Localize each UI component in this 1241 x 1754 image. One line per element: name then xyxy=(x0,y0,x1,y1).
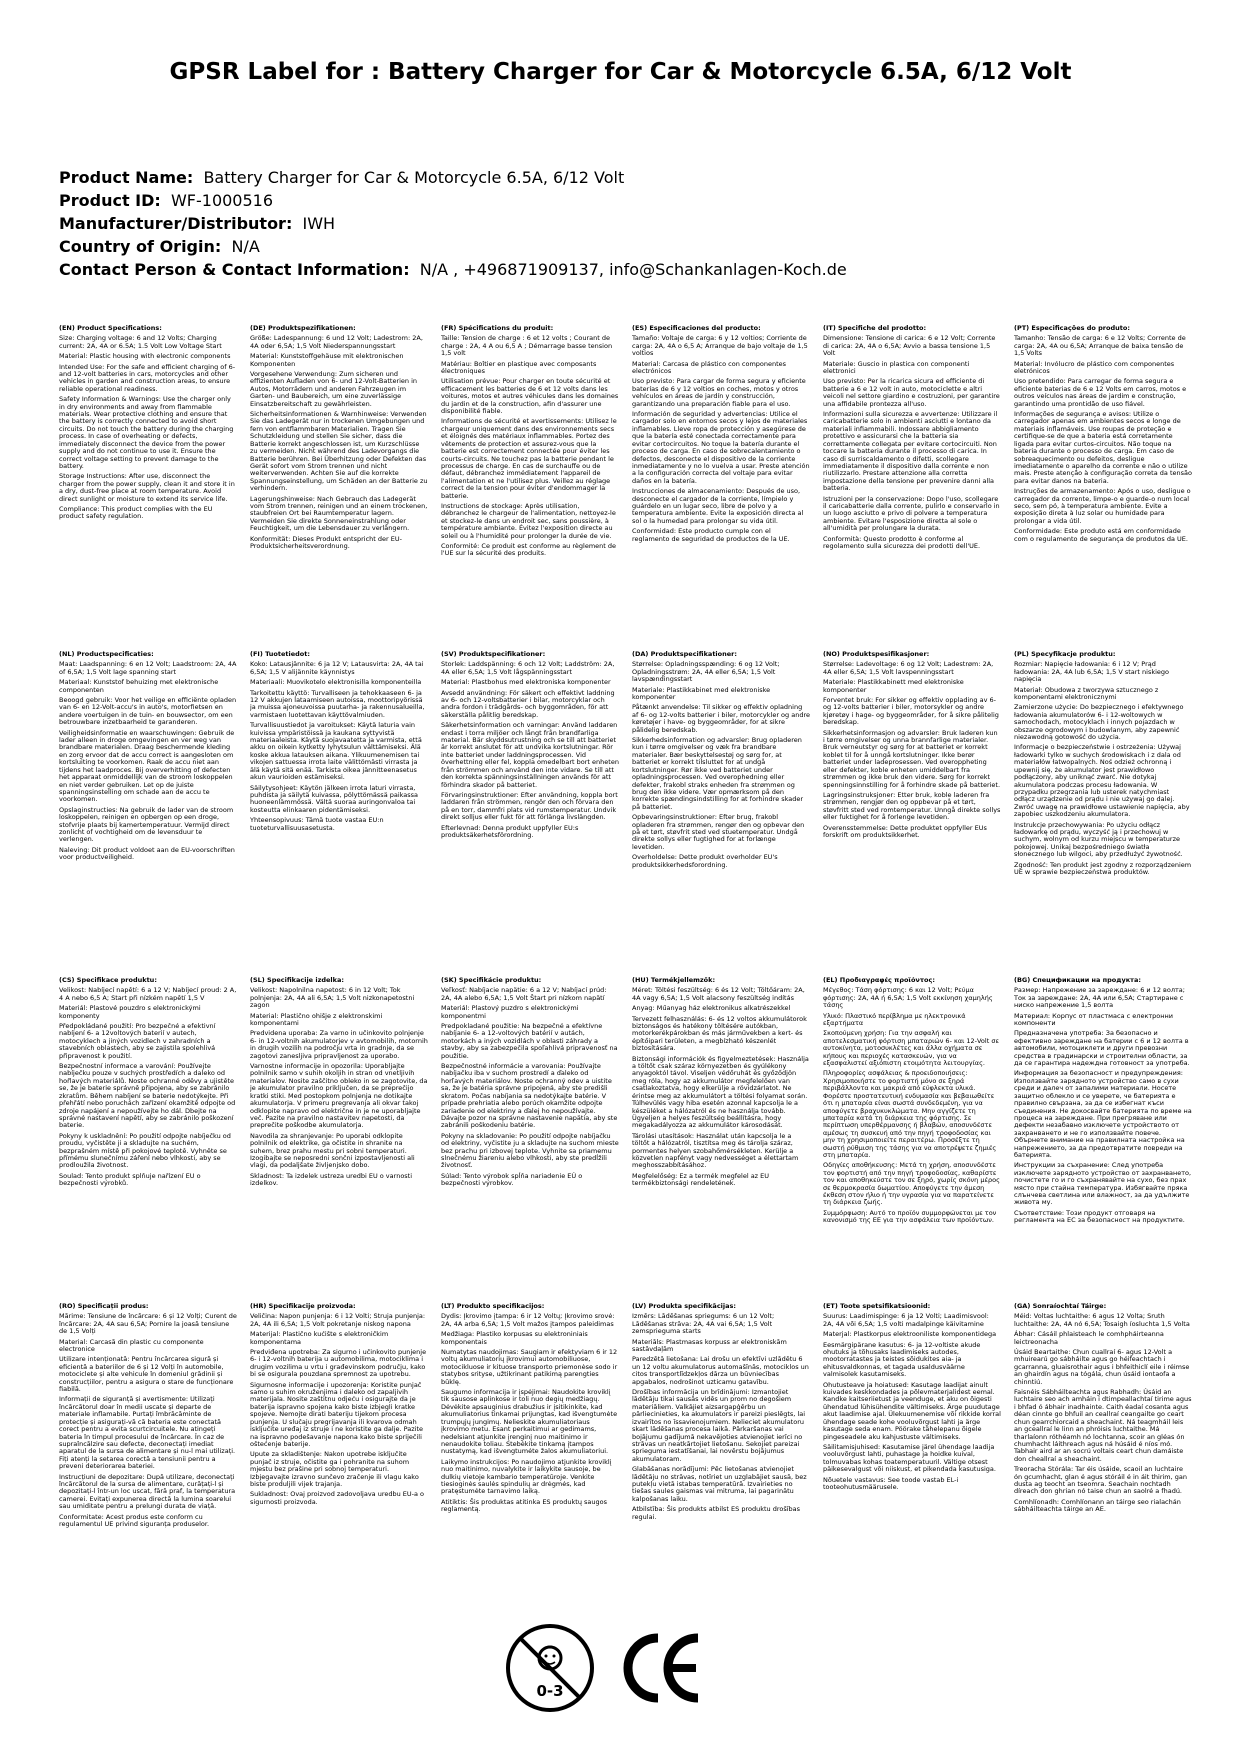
spec-paragraph: Storlek: Laddspänning: 6 och 12 Volt; Laddström: 2A, 4A eller 6,5A; 1,5 Volt lågspänningsstart xyxy=(441,660,615,676)
spec-paragraph: Avsedd användning: För säkert och effektivt laddning av 6- och 12-voltsbatterier i bilar, motorcyklar och andra fordon i trädgårds- och byggområden, för att säkerställa pålitlig beredskap. xyxy=(441,688,615,719)
spec-block-hu xyxy=(632,977,810,1272)
spec-paragraph: Súlad: Tento výrobok spĺňa nariadenie EÚ o bezpečnosti výrobkov. xyxy=(441,1171,583,1188)
compliance-symbols xyxy=(500,1618,720,1718)
spec-block-heading: (RO) Specificații produs: xyxy=(59,1303,149,1310)
spec-paragraph: Comhlíonadh: Comhlíonann an táirge seo rialachán sábháilteachta táirge an AE. xyxy=(1014,1497,1181,1514)
spec-paragraph: Materiaal: Kunststof behuizing met elektronische componenten xyxy=(59,678,219,694)
spec-block-hr xyxy=(250,1303,428,1598)
product-name-row xyxy=(59,166,847,189)
spec-paragraph: Predviđena upotreba: Za sigurno i učinkovito punjenje 6- i 12-voltnih baterija u automobilima, motociklima i drugim vozilima u vrtu i građevinskom području, kako bi se osigurala pouzdana spremnost za upotrebu. xyxy=(250,1348,427,1379)
spec-paragraph: Zamierzone użycie: Do bezpiecznego i efektywnego ładowania akumulatorów 6- i 12-woltowych w samochodach, motocyklach i innych pojazdach w obszarze ogrodowym i budowlanym, aby zapewnić niezawodną gotowość do użycia. xyxy=(1014,703,1184,742)
product-id-label: Product ID: xyxy=(59,191,161,210)
spec-block-cs xyxy=(59,977,237,1272)
manufacturer-row xyxy=(59,212,847,235)
spec-block-fr xyxy=(441,325,619,620)
spec-paragraph: Utilizare intenționată: Pentru încărcarea sigură și eficientă a bateriilor de 6 și 12 Volți în automobile, motociclete și alte vehicule în domeniul grădinii și construcțiilor, pentru a asigura o stare de funcționare fiabilă. xyxy=(59,1355,234,1394)
spec-paragraph: Material: Kunststoffgehäuse mit elektronischen Komponenten xyxy=(250,352,404,368)
spec-paragraph: Úsáid Beartaithe: Chun cuallraí 6- agus 12-Volt a mhuirearú go sábháilte agus go héifeachtach i gcarranna, gluaisrothair agus i bhfeithiclí eile i réimse an ghairdín agus na tógála, chun úsáid iontaofa a chinntiú. xyxy=(1014,1348,1190,1386)
spec-paragraph: Conformitate: Acest produs este conform cu regulamentul UE privind siguranța produselor. xyxy=(59,1512,210,1528)
spec-block-lt xyxy=(441,1303,619,1598)
spec-block-heading: (ET) Toote spetsifikatsioonid: xyxy=(823,1303,931,1310)
spec-paragraph: Zgodność: Ten produkt jest zgodny z rozporządzeniem UE w sprawie bezpieczeństwa produktów. xyxy=(1014,860,1192,876)
spec-paragraph: Tamaño: Voltaje de carga: 6 y 12 voltios; Corriente de carga: 2A, 4A o 6,5 A; Arranque de bajo voltaje de 1,5 voltios xyxy=(632,334,808,358)
spec-block-pl xyxy=(1014,651,1192,946)
spec-paragraph: Beoogd gebruik: Voor het veilige en efficiënte opladen van 6- en 12-Volt-accu's in auto's, motorfietsen en andere voertuigen in de tuin- en bouwsector, om een betrouwbare inzetbaarheid te garanderen. xyxy=(59,696,237,727)
spec-block-heading: (HU) Termékjellemzők: xyxy=(632,977,716,984)
product-name-value: Battery Charger for Car & Motorcycle 6.5A, 6/12 Volt xyxy=(203,168,625,187)
spec-block-sk xyxy=(441,977,619,1272)
contact-value: N/A , +496871909137, info@Schankanlagen-Koch.de xyxy=(419,260,847,279)
spec-paragraph: Vorgesehene Verwendung: Zum sicheren und effizienten Aufladen von 6- und 12-Volt-Batterien in Autos, Motorrädern und anderen Fahrzeugen im Garten- und Baubereich, um eine zuverlässige Einsatzbereitschaft zu gewährleisten. xyxy=(250,370,418,408)
spec-paragraph: Maat: Laadspanning: 6 en 12 Volt; Laadstroom: 2A, 4A of 6,5A; 1,5 Volt lage spanning start xyxy=(59,660,237,676)
spec-paragraph: Materiál: Plastový puzdro s elektronickými komponentmi xyxy=(441,1004,579,1020)
spec-paragraph: Predpokladané použitie: Na bezpečné a efektívne nabíjanie 6- a 12-voltových batérií v autách, motorkách a iných vozidlách v oblasti záhrady a stavby, aby sa zabezpečila spoľahlivá pripravenosť na použitie. xyxy=(441,1022,618,1060)
spec-paragraph: Sukladnost: Ovaj proizvod zadovoljava uredbu EU-a o sigurnosti proizvoda. xyxy=(250,1490,425,1506)
spec-block-heading: (FI) Tuotetiedot: xyxy=(250,651,310,658)
spec-paragraph: Material: Invólucro de plástico com componentes eletrónicos xyxy=(1014,359,1175,376)
spec-paragraph: Ábhar: Cásáil phlaisteach le comhpháirteanna leictreonacha xyxy=(1014,1330,1164,1346)
spec-paragraph: Koko: Latausjännite: 6 ja 12 V; Latausvirta: 2A, 4A tai 6,5A; 1,5 V alijännite käynnistys xyxy=(250,660,424,676)
spec-paragraph: Instrucciones de almacenamiento: Después de uso, desconecte el cargador de la corriente, límpielo y guárdelo en un lugar seco, libre de polvo y a temperatura ambiente. Evite la exposición directa al sol o la humedad para prolongar su vida útil. xyxy=(632,487,804,525)
spec-block-bg xyxy=(1014,977,1192,1272)
spec-paragraph: Drošības informācija un brīdinājumi: Izmantojiet lādētāju tikai sausās vidēs un prom no degošiem materiāliem. Valkājiet aizsargapģērbu un pārliecinieties, ka akumulators ir pareizi pieslēgts, lai izvairītos no īssavienojumiem. Nelieciet akumulatoru skart lādēšanas procesa laikā. Pārkaršanas vai bojājumu gadījumā nekavējoties atvienojiet ierīci no strāvas un neatkārtojiet lietošanu. Sekojiet pareizai sprieguma iestatīšanai, lai novērstu bojājumus akumulatoram. xyxy=(632,1388,806,1463)
spec-block-heading: (GA) Sonraíochtaí Táirge: xyxy=(1014,1303,1107,1310)
spec-block-heading: (LV) Produkta specifikācijas: xyxy=(632,1303,736,1310)
spec-paragraph: Påtænkt anvendelse: Til sikker og effektiv opladning af 6- og 12-volts batterier i biler, motorcykler og andre køretøjer i have- og byggeområder, for at sikre pålidelig beredskab. xyxy=(632,703,810,734)
country-of-origin-value: N/A xyxy=(231,237,260,256)
spec-paragraph: Compliance: This product complies with the EU product safety regulation. xyxy=(59,504,213,521)
spec-paragraph: Uso pretendido: Para carregar de forma segura e eficiente baterias de 6 e 12 Volts em carros, motos e outros veículos nas áreas de jardim e construção, garantindo uma prontidão de uso fiável. xyxy=(1014,377,1187,408)
spec-paragraph: Tarkoitettu käyttö: Turvalliseen ja tehokkaaseen 6- ja 12 V akkujen lataamiseen autoissa, moottoripyörissä ja muissa ajoneuvoissa puutarha- ja rakennusalueilla, varmistaen luotettavan käyttövalmiuden. xyxy=(250,688,425,719)
language-specifications-grid xyxy=(59,325,1199,1598)
spec-block-ro xyxy=(59,1303,237,1598)
spec-paragraph: Veiligheidsinformatie en waarschuwingen: Gebruik de lader alleen in droge omgevingen en ver weg van brandbare materialen. Draag beschermende kleding en zorg ervoor dat de accu correct is aangesloten om kortsluiting te voorkomen. Raak de accu niet aan tijdens het laadproces. Bij oververhitting of defecten het apparaat onmiddellijk van de stroom loskoppelen en niet verder gebruiken. Let op de juiste spanningsinstelling om schade aan de accu te voorkomen. xyxy=(59,728,235,804)
manufacturer-value: IWH xyxy=(302,214,336,233)
spec-block-de xyxy=(250,325,428,620)
spec-block-ga xyxy=(1014,1303,1192,1598)
spec-paragraph: Anyag: Műanyag ház elektronikus alkatrészekkel xyxy=(632,1004,791,1013)
spec-paragraph: Predvidena uporaba: Za varno in učinkovito polnjenje 6- in 12-voltnih akumulatorjev v avtomobilih, motornih in drugih vozilih na področju vrta in gradnje, da se zagotovi zanesljiva pripravljenost za uporabo. xyxy=(250,1029,428,1060)
spec-paragraph: Utilisation prévue: Pour charger en toute sécurité et efficacement les batteries de 6 et 12 volts dans les voitures, motos et autres véhicules dans les domaines du jardin et de la construction, afin d'assurer une disponibilité fiable. xyxy=(441,377,619,416)
spec-paragraph: Instrukcje przechowywania: Po użyciu odłącz ładowarkę od prądu, wyczyść ją i przechowuj w suchym, wolnym od kurzu miejscu w temperaturze pokojowej. Unikaj bezpośredniego światła słonecznego lub wilgoci, aby przedłużyć żywotność. xyxy=(1014,820,1183,859)
spec-paragraph: Safety Information & Warnings: Use the charger only in dry environments and away from flammable materials. Wear protective clothing and ensure that the battery is correctly connected to avoid short circuits. Do not touch the battery during the charging process. In case of overheating or defects, immediately disconnect the device from the power supply and do not continue to use it. Ensure the correct voltage setting to prevent damage to the battery. xyxy=(59,395,234,470)
spec-paragraph: Faisnéis Sábháilteachta agus Rabhadh: Úsáid an luchtaire seo ach amháin i dtimpeallachtaí tirime agus i bhfad ó ábhair inadhainte. Caith éadaí cosanta agus déan cinnte go bhfuil an ceallraí ceangailte go ceart chun gearrchiorcaid a sheachaint. Ná teagmháil leis an gceallraí le linn an phróisis luchtaithe. Má tharlaíonn róthéamh nó lochtanna, scoir an gléas ón chumhacht láithreach agus ná húsáid é níos mó. Tabhair aird ar an socrú voltais ceart chun damáiste don cheallraí a sheachaint. xyxy=(1014,1388,1192,1463)
spec-paragraph: Material: Carcasă din plastic cu componente electronice xyxy=(59,1337,204,1354)
spec-paragraph: Dydis: Įkrovimo įtampa: 6 ir 12 Voltų; Įkrovimo srovė: 2A, 4A arba 6,5A; 1,5 Volt mažos įtampos paleidimas xyxy=(441,1312,615,1328)
spec-paragraph: Konformität: Dieses Produkt entspricht der EU-Produktsicherheitsverordnung. xyxy=(250,534,402,550)
spec-paragraph: Uso previsto: Para cargar de forma segura y eficiente baterías de 6 y 12 voltios en coches, motos y otros vehículos en áreas de jardín y construcción, garantizando una preparación fiable para el uso. xyxy=(632,377,806,408)
spec-paragraph: Izmērs: Lādēšanas spriegums: 6 un 12 Volt; Lādēšanas strāva: 2A, 4A vai 6,5A; 1,5 Volt zemsprieguma starts xyxy=(632,1312,775,1336)
spec-block-heading: (DA) Produktspecifikationer: xyxy=(632,651,737,658)
spec-paragraph: Πληροφορίες ασφάλειας & προειδοποιήσεις: Χρησιμοποιήστε το φορτιστή μόνο σε ξηρά περιβάλλοντα και μακριά από εύφλεκτα υλικά. Φορέστε προστατευτική ενδυμασία και βεβαιωθείτε ότι η μπαταρία είναι σωστά συνδεδεμένη, για να αποφύγετε βραχυκυκλώματα. Μην αγγίζετε τη μπαταρία κατά τη διάρκεια της φόρτισης. Σε περίπτωση υπερθέρμανσης ή βλαβών, αποσυνδέστε αμέσως τη συσκευή από την πηγή τροφοδοσίας και μην τη χρησιμοποιείτε περαιτέρω. Προσέξτε τη σωστή ρύθμιση της τάσης για να αποτρέψετε ζημιές στη μπαταρία. xyxy=(823,1069,997,1159)
spec-paragraph: Säkerhetsinformation och varningar: Använd laddaren endast i torra miljöer och långt från brandfarliga material. Bär skyddsutrustning och se till att batteriet är korrekt anslutet för att undvika kortslutningar. Rör inte batteriet under laddningsprocessen. Vid överhettning eller fel, koppla omedelbart bort enheten från strömmen och använd den inte vidare. Se till att den korrekta spänningsinställningen används för att förhindra skador på batteriet. xyxy=(441,721,619,789)
spec-block-heading: (HR) Specifikacije proizvoda: xyxy=(250,1303,356,1310)
spec-block-pt xyxy=(1014,325,1192,620)
spec-block-heading: (SV) Produktspecifikationer: xyxy=(441,651,546,658)
spec-paragraph: Материал: Корпус от пластмаса с електронни компоненти xyxy=(1014,1011,1173,1028)
spec-paragraph: Glabāšanas norādījumi: Pēc lietošanas atvienojiet lādētāju no strāvas, notīriet un uzglabājiet sausā, bez putekļu vietā istabas temperatūrā. Izvairieties no tiešas saules gaismas vai mitruma, lai pagarinātu kalpošanas laiku. xyxy=(632,1465,807,1503)
spec-block-heading: (IT) Specifiche del prodotto: xyxy=(823,325,927,332)
country-of-origin-row xyxy=(59,235,847,258)
spec-block-es xyxy=(632,325,810,620)
spec-paragraph: Intended Use: For the safe and efficient charging of 6- and 12-volt batteries in cars, motorcycles and other vehicles in garden and construction areas, to ensure reliable operational readiness. xyxy=(59,362,236,393)
spec-paragraph: Οδηγίες αποθήκευσης: Μετά τη χρήση, αποσυνδέστε τον φορτιστή από την πηγή τροφοδοσίας, καθαρίστε τον και αποθηκεύστε τον σε ξηρό, χωρίς σκόνη μέρος σε θερμοκρασία δωματίου. Αποφύγετε την άμεση έκθεση στον ήλιο ή την υγρασία για να παρατείνετε τη διάρκεια ζωής. xyxy=(823,1161,1000,1207)
spec-paragraph: Opslaginstructies: Na gebruik de lader van de stroom loskoppelen, reinigen en opbergen op een droge, stofvrije plaats bij kamertemperatuur. Vermijd direct zonlicht of vochtigheid om de levensduur te verlengen. xyxy=(59,805,234,844)
spec-paragraph: Eesmärgipärane kasutus: 6- ja 12-voltiste akude ohutuks ja tõhusaks laadimiseks autodes, mootorratastes ja teistes sõidukites aia- ja ehitusvaldkonnas, et tagada usaldusväärne valmisolek kasutamiseks. xyxy=(823,1340,981,1379)
spec-block-sl xyxy=(250,977,428,1272)
spec-block-da xyxy=(632,651,810,946)
product-info xyxy=(59,166,847,281)
spec-paragraph: Informações de segurança e avisos: Utilize o carregador apenas em ambientes secos e longe de materiais inflamáveis. Use roupas de proteção e certifique-se de que a bateria está corretamente ligada para evitar curtos-circuitos. Não toque na bateria durante o processo de carga. Em caso de sobreaquecimento ou defeitos, desligue imediatamente o aparelho da corrente e não o utilize mais. Preste atenção à configuração correta da tensão para evitar danos na bateria. xyxy=(1014,410,1192,485)
spec-paragraph: Säilytysohjeet: Käytön jälkeen irrota laturi virrasta, puhdista ja säilytä kuivassa, pölyttömässä paikassa huoneenlämmössä. Vältä suoraa auringonvaloa tai kosteutta elinkaaren pidentämiseksi. xyxy=(250,783,419,814)
spec-paragraph: Veličina: Napon punjenja: 6 i 12 Volti; Struja punjenja: 2A, 4A ili 6,5A; 1,5 Volt pokretanje niskog napona xyxy=(250,1312,426,1328)
spec-paragraph: Skladnost: Ta izdelek ustreza uredbi EU o varnosti izdelkov. xyxy=(250,1171,413,1188)
spec-paragraph: Conformidade: Este produto está em conformidade com o regulamento de segurança de produtos da UE. xyxy=(1014,527,1188,543)
spec-paragraph: Méid: Voltas luchtaithe: 6 agus 12 Volta; Sruth luchtaithe: 2A, 4A nó 6,5A; Tosaigh íosluchta 1,5 Volta xyxy=(1014,1312,1190,1328)
spec-paragraph: Informazioni sulla sicurezza e avvertenze: Utilizzare il caricabatterie solo in ambienti asciutti e lontano da materiali infiammabili. Indossare abbigliamento protettivo e assicurarsi che la batteria sia correttamente collegata per evitare cortocircuiti. Non toccare la batteria durante il processo di carica. In caso di surriscaldamento o difetti, scollegare immediatamente il dispositivo dalla corrente e non riutilizzarlo. Prestare attenzione alla corretta impostazione della tensione per prevenire danni alla batteria. xyxy=(823,410,998,493)
spec-paragraph: Предназначена употреба: За безопасно и ефективно зареждане на батерии с 6 и 12 волта в автомобили, мотоциклети и други превозни средства в градинарски и строителни области, за да се гарантира надеждна готовност за употреба. xyxy=(1014,1029,1190,1068)
spec-paragraph: Förvaringsinstruktioner: Efter användning, koppla bort laddaren från strömmen, rengör den och förvara den på en torr, dammfri plats vid rumstemperatur. Undvik direkt solljus eller fukt för att förlänga livslängden. xyxy=(441,790,618,822)
spec-block-sv xyxy=(441,651,619,946)
spec-block-heading: (FR) Spécifications du produit: xyxy=(441,325,554,332)
contact-row xyxy=(59,258,847,281)
spec-paragraph: Opbevaringsinstruktioner: Efter brug, frakobl opladeren fra strømmen, rengør den og opbevar den på et tørt, støvfrit sted ved stuetemperatur. Undgå direkte sollys eller fugtighed for at forlænge levetiden. xyxy=(632,813,805,851)
spec-paragraph: Sicherheitsinformationen & Warnhinweise: Verwenden Sie das Ladegerät nur in trockenen Umgebungen und fern von entflammbaren Materialien. Tragen Sie Schutzkleidung und stellen Sie sicher, dass die Batterie korrekt angeschlossen ist, um Kurzschlüsse zu vermeiden. Nicht während des Ladevorgangs die Batterie berühren. Bei Überhitzung oder Defekten das Gerät sofort vom Strom trennen und nicht weiterverwenden. Achten Sie auf die korrekte Spannungseinstellung, um Schäden an der Batterie zu verhindern. xyxy=(250,410,428,493)
spec-block-en xyxy=(59,325,237,620)
spec-paragraph: Lagerungshinweise: Nach Gebrauch das Ladegerät vom Strom trennen, reinigen und an einem trockenen, staubfreien Ort bei Raumtemperatur lagern. Vermeiden Sie direkte Sonneneinstrahlung oder Feuchtigkeit, um die Lebensdauer zu verlängern. xyxy=(250,494,428,533)
spec-paragraph: Předpokládané použití: Pro bezpečné a efektivní nabíjení 6- a 12voltových baterií v autech, motocyklech a jiných vozidlech v zahradních a stavebních oblastech, aby se zajistila spolehlivá připravenost k použití. xyxy=(59,1022,216,1060)
ce-mark-icon xyxy=(628,1638,698,1698)
spec-paragraph: Size: Charging voltage: 6 and 12 Volts; Charging current: 2A, 4A or 6.5A; 1.5 Volt Low Voltage Start xyxy=(59,334,222,350)
spec-paragraph: Biztonsági információk és figyelmeztetések: Használja a töltőt csak száraz környezetben és gyúlékony anyagoktól távol. Viseljen védőruhát és győződjön meg róla, hogy az akkumulátor megfelelően van csatlakoztatva, hogy elkerülje a rövidzárlatot. Ne érintse meg az akkumulátort a töltési folyamat során. Túlhevülés vagy hiba esetén azonnal kapcsolja le a készüléket a hálózatról és ne használja tovább. Ügyeljen a helyes feszültség beállításra, hogy megakadályozza az akkumulátor károsodását. xyxy=(632,1054,809,1130)
spec-paragraph: Suurus: Laadimispinge: 6 ja 12 Volti; Laadimisvool: 2A, 4A või 6,5A; 1,5 volti madalpinge käivitamine xyxy=(823,1312,989,1328)
spec-paragraph: Velikost: Napolnilna napetost: 6 in 12 Volt; Tok polnjenja: 2A, 4A ali 6,5A; 1,5 Volt nizkonapetostni zagon xyxy=(250,986,415,1010)
spec-paragraph: Pokyny k uskladnění: Po použití odpojte nabíječku od proudu, vyčistěte ji a skladujte na suchém, bezprašném místě při pokojové teplotě. Vyhněte se přímému slunečnímu záření nebo vlhkosti, aby se prodloužila životnost. xyxy=(59,1131,231,1170)
spec-paragraph: Säilitamisjuhised: Kasutamise järel ühendage laadija vooluvõrgust lahti, puhastage ja hoidke kuival, tolmuvabas kohas toatemperatuuril. Vältige otsest päikesevalgust või niiskust, et pikendada kasutusiga. xyxy=(823,1442,996,1474)
spec-paragraph: Matériau: Boîtier en plastique avec composants électroniques xyxy=(441,359,597,376)
spec-paragraph: Materiāls: Plastmasas korpuss ar elektroniskām sastāvdaļām xyxy=(632,1337,787,1354)
spec-block-et xyxy=(823,1303,1001,1598)
spec-paragraph: Materiał: Obudowa z tworzywa sztucznego z komponentami elektronicznymi xyxy=(1014,685,1159,702)
product-id-row xyxy=(59,189,847,212)
spec-paragraph: Istruzioni per la conservazione: Dopo l'uso, scollegare il caricabatterie dalla corrente, pulirlo e conservarlo in un luogo asciutto e privo di polvere a temperatura ambiente. Evitare l'esposizione diretta al sole o all'umidità per prolungare la durata. xyxy=(823,494,1000,533)
spec-block-fi xyxy=(250,651,428,946)
spec-paragraph: Forventet bruk: For sikker og effektiv opplading av 6- og 12-volts batterier i biler, motorsykler og andre kjøretøy i hage- og byggeområder, for å sikre pålitelig beredskap. xyxy=(823,696,999,727)
spec-paragraph: Méret: Töltési feszültség: 6 és 12 Volt; Töltőáram: 2A, 4A vagy 6,5A; 1,5 Volt alacsony feszültség indítás xyxy=(632,986,805,1002)
spec-paragraph: Nõuetele vastavus: See toode vastab EL-i tooteohutusmäärusele. xyxy=(823,1475,959,1491)
spec-paragraph: Größe: Ladespannung: 6 und 12 Volt; Ladestrom: 2A, 4A oder 6,5A; 1,5 Volt Niederspannungsstart xyxy=(250,334,423,350)
spec-paragraph: Información de seguridad y advertencias: Utilice el cargador solo en entornos secos y lejos de materiales inflamables. Lleve ropa de protección y asegúrese de que la batería esté conectada correctamente para evitar cortocircuitos. No toque la batería durante el proceso de carga. En caso de sobrecalentamiento o defectos, desconecte el dispositivo de la corriente inmediatamente y no lo vuelva a usar. Preste atención a la configuración correcta del voltaje para evitar daños en la batería. xyxy=(632,410,810,485)
country-of-origin-label: Country of Origin: xyxy=(59,237,222,256)
spec-paragraph: Storage Instructions: After use, disconnect the charger from the power supply, clean it and store it in a dry, dust-free place at room temperature. Avoid direct sunlight or moisture to extend its service life. xyxy=(59,472,235,503)
spec-paragraph: Uso previsto: Per la ricarica sicura ed efficiente di batterie a 6 e 12 volt in auto, motociclette e altri veicoli nel settore giardino e costruzioni, per garantire una affidabile prontezza all'uso. xyxy=(823,377,1000,408)
spec-paragraph: Varnostne informacije in opozorila: Uporabljajte polnilnik samo v suhih okoljih in stran od vnetljivih materialov. Nosite zaščitno obleko in se zagotovite, da je akumulator pravilno priključen, da se preprečijo kratki stiki. Med postopkom polnjenja ne dotikajte akumulatorja. V primeru pregrevanja ali okvar takoj odklopite napravo od električne in je ne uporabljajte več. Pazite na pravilno nastavitev napetosti, da preprečite poškodbe akumulatorja. xyxy=(250,1062,428,1130)
contact-label: Contact Person & Contact Information: xyxy=(59,260,410,279)
spec-paragraph: Størrelse: Ladevoltage: 6 og 12 Volt; Ladestrøm: 2A, 4A eller 6,5A; 1,5 Volt lavspenningsstart xyxy=(823,660,994,676)
product-id-value: WF-1000516 xyxy=(170,191,274,210)
spec-paragraph: Yhteensopivuus: Tämä tuote vastaa EU:n tuoteturvallisuusasetusta. xyxy=(250,816,384,832)
spec-paragraph: Material: Plastbohus med elektroniska komponenter xyxy=(441,678,611,687)
spec-paragraph: Materjal: Plastkorpus elektrooniliste komponentidega xyxy=(823,1330,997,1339)
spec-paragraph: Instrucțiuni de depozitare: După utilizare, deconectați încărcătorul de la sursa de alimentare, curățați-l și depozitați-l într-un loc uscat, fără praf, la temperatura camerei. Evitați expunerea directă la lumina soarelui sau umiditate pentru a prelungi durata de viață. xyxy=(59,1472,236,1511)
spec-paragraph: Atitiktis: Šis produktas atitinka ES produktų saugos reglamentą. xyxy=(441,1497,607,1514)
spec-paragraph: Material: Plastic housing with electronic components xyxy=(59,352,231,361)
spec-block-heading: (BG) Спецификации на продукта: xyxy=(1014,977,1141,984)
spec-paragraph: Saugumo informacija ir įspėjimai: Naudokite kroviklį tik sausose aplinkose ir toli nuo degių medžiagų. Dėvėkite apsauginius drabužius ir įsitikinkite, kad akumuliatorius tinkamai prijungtas, kad išvengtumėte trumpųjų jungimų. Nelieskite akumuliatoriaus įkrovimo metu. Esant perkaitimui ar gedimams, nedelsiant atjunkite įrenginį nuo maitinimo ir nenaudokite toliau. Stebėkite tinkamą įtampos nustatymą, kad išvengtumėte žalos akumuliatoriui. xyxy=(441,1388,618,1456)
spec-paragraph: Conformité: Ce produit est conforme au règlement de l'UE sur la sécurité des produits. xyxy=(441,541,617,558)
spec-paragraph: Ohutusteave ja hoiatused: Kasutage laadijat ainult kuivades keskkondades ja põlevmaterjalidest eemal. Kandke kaitseriietust ja veenduge, et aku on õigesti ühendatud lühisühendite vältimiseks. Ärge puudutage akut laadimise ajal. Ülekuumenemise või rikkide korral ühendage seade kohe vooluvõrgust lahti ja ärge kasutage seda enam. Pöörake tähelepanu õigele pingeseadele aku kahjustuste vältimiseks. xyxy=(823,1380,1001,1441)
spec-paragraph: Conformità: Questo prodotto è conforme al regolamento sulla sicurezza dei prodotti dell'UE. xyxy=(823,534,981,550)
spec-paragraph: Rozmiar: Napięcie ładowania: 6 i 12 V; Prąd ładowania: 2A, 4A lub 6,5A; 1,5 V start niskiego napięcia xyxy=(1014,660,1170,684)
spec-paragraph: Materiaali: Muovikotelo elektronisilla komponenteilla xyxy=(250,678,422,687)
spec-paragraph: Turvallisuustiedot ja varoitukset: Käytä laturia vain kuivissa ympäristöissä ja kaukana syttyvistä materiaaleista. Käytä suojavaatetta ja varmista, että akku on oikein kytketty lyhytsulun välttämiseksi. Älä koske akkua latauksen aikana. Ylikuumenemisen tai vikojen sattuessa irrota laite välittömästi virrasta ja älä käytä sitä enää. Tarkista oikea jännitteenasetus akun vaurioiden estämiseksi. xyxy=(250,721,422,782)
spec-block-heading: (DE) Produktspezifikationen: xyxy=(250,325,356,332)
spec-paragraph: Sigurnosne informacije i upozorenja: Koristite punjač samo u suhim okruženjima i daleko od zapaljivih materijala. Nosite zaštitnu odjeću i osigurajte da je baterija ispravno spojena kako biste izbjegli kratke spojeve. Nemojte dirati bateriju tijekom procesa punjenja. U slučaju pregrijavanja ili kvarova odmah isključite uređaj iz struje i ne koristite ga dalje. Pazite na ispravno podešavanje napona kako biste spriječili oštećenje baterije. xyxy=(250,1380,423,1448)
spec-paragraph: Velikost: Nabíjecí napětí: 6 a 12 V; Nabíjecí proud: 2 A, 4 A nebo 6,5 A; Start při nízkém napětí 1,5 V xyxy=(59,986,237,1002)
spec-paragraph: Instructions de stockage: Après utilisation, débranchez le chargeur de l'alimentation, nettoyez-le et stockez-le dans un endroit sec, sans poussière, à température ambiante. Évitez l'exposition directe au soleil ou à l'humidité pour prolonger la durée de vie. xyxy=(441,501,616,540)
spec-block-heading: (PT) Especificações do produto: xyxy=(1014,325,1130,332)
age-warning-label: 0-3 xyxy=(536,1682,564,1700)
spec-paragraph: Soulad: Tento produkt splňuje nařízení EU o bezpečnosti výrobků. xyxy=(59,1171,201,1188)
spec-paragraph: Informații de siguranță și avertismente: Utilizați încărcătorul doar în medii uscate și departe de materiale inflamabile. Purtați îmbrăcăminte de protecție și asigurați-vă că bateria este conectată corect pentru a evita scurtcircuitele. Nu atingeți bateria în timpul procesului de încărcare. În caz de supraîncălzire sau defecte, deconectați imediat aparatul de la sursa de alimentare și nu-l mai utilizați. Fiți atenți la setarea corectă a tensiunii pentru a preveni deteriorarea bateriei. xyxy=(59,1395,236,1471)
spec-paragraph: Tervezett felhasználás: 6- és 12 voltos akkumulátorok biztonságos és hatékony töltésére autókban, motorkerékpárokban és más járművekben a kert- és építőipari területen, a megbízható készenlét biztosítására. xyxy=(632,1014,807,1053)
spec-block-heading: (SL) Specifikacije izdelka: xyxy=(250,977,344,984)
spec-paragraph: Информация за безопасност и предупреждения: Използвайте зарядното устройство само в сухи среди и далеч от запалими материали. Носете защитно облекло и се уверете, че батерията е правилно свързана, за да се избегнат къси съединения. Не докосвайте батерията по време на процеса на зареждане. При прегряване или дефекти незабавно изключете устройството от захранването и не го използвайте повече. Обърнете внимание на правилната настройка на напрежението, за да предотвратите повреди на батерията. xyxy=(1014,1069,1192,1159)
page-title: GPSR Label for : Battery Charger for Car & Motorcycle 6.5A, 6/12 Volt xyxy=(169,59,1072,85)
spec-paragraph: Mărime: Tensiune de încărcare: 6 și 12 Volți; Curent de încărcare: 2A, 4A sau 6,5A; Pornire la joasă tensiune de 1,5 Volți xyxy=(59,1312,237,1336)
spec-paragraph: Instruções de armazenamento: Após o uso, desligue o carregador da corrente, limpe-o e guarde-o num local seco, sem pó, à temperatura ambiente. Evite a exposição direta à luz solar ou humidade para prolongar a vida útil. xyxy=(1014,487,1191,525)
spec-block-it xyxy=(823,325,1001,620)
spec-block-heading: (NL) Productspecificaties: xyxy=(59,651,154,658)
spec-paragraph: Informacje o bezpieczeństwie i ostrzeżenia: Używaj ładowarki tylko w suchych środowiskach i z dala od materiałów łatwopalnych. Noś odzież ochronną i upewnij się, że akumulator jest prawidłowo podłączony, aby uniknąć zwarć. Nie dotykaj akumulatora podczas procesu ładowania. W przypadku przegrzania lub usterek natychmiast odłącz urządzenie od prądu i nie używaj go dalej. Zwróć uwagę na prawidłowe ustawienie napięcia, aby zapobiec uszkodzeniu akumulatora. xyxy=(1014,743,1190,819)
spec-paragraph: Upute za skladištenje: Nakon upotrebe isključite punjač iz struje, očistite ga i pohranite na suhom mjestu bez prašine pri sobnoj temperaturi. Izbjegavajte izravno sunčevo zračenje ili vlagu kako biste produljili vijek trajanja. xyxy=(250,1450,419,1488)
manufacturer-label: Manufacturer/Distributor: xyxy=(59,214,293,233)
not-for-children-0-3-icon xyxy=(508,1626,592,1710)
spec-paragraph: Størrelse: Opladningsspænding: 6 og 12 Volt; Opladningsstrøm: 2A, 4A eller 6,5A; 1,5 Volt lavspændingsstart xyxy=(632,660,780,684)
spec-paragraph: Conformidad: Este producto cumple con el reglamento de seguridad de productos de la UE. xyxy=(632,527,790,543)
spec-paragraph: Overholdelse: Dette produkt overholder EU's produktsikkerhedsforordning. xyxy=(632,853,778,869)
spec-block-heading: (EN) Product Specifications: xyxy=(59,325,162,332)
spec-paragraph: Treoracha Stórála: Tar éis úsáide, scaoil an luchtaire ón gcumhacht, glan é agus stóráil é in áit thirim, gan dusta ag teocht an tseomra. Seachain nochtadh díreach don ghrian nó taise chun an saolré a fhadú. xyxy=(1014,1465,1187,1496)
spec-paragraph: Sikkerhedsinformation og advarsler: Brug opladeren kun i tørre omgivelser og væk fra brandbare materialer. Bær beskyttelsestøj og sørg for, at batteriet er korrekt tilsluttet for at undgå kortslutninger. Rør ikke ved batteriet under opladningsprocessen. Ved overophedning eller defekter, frakobl straks enheden fra strømmen og brug den ikke videre. Vær opmærksom på den korrekte spændingsindstilling for at forhindre skader på batteriet. xyxy=(632,736,804,811)
spec-block-heading: (SK) Špecifikácie produktu: xyxy=(441,977,542,984)
spec-paragraph: Taille: Tension de charge : 6 et 12 volts ; Courant de charge : 2A, 4 A ou 6,5 A ; Démarrage basse tension 1,5 volt xyxy=(441,334,613,358)
spec-paragraph: Pokyny na skladovanie: Po použití odpojte nabíjačku od elektriny, vyčistite ju a skladujte na suchom mieste bez prachu pri izbovej teplote. Vyhnite sa priamemu slnečnému žiareniu alebo vlhkosti, aby ste predĺžili životnosť. xyxy=(441,1131,619,1170)
spec-block-el xyxy=(823,977,1001,1272)
spec-block-heading: (LT) Produkto specifikacijos: xyxy=(441,1303,545,1310)
spec-block-nl xyxy=(59,651,237,946)
spec-paragraph: Σκοπούμενη χρήση: Για την ασφαλή και αποτελεσματική φόρτιση μπαταριών 6- και 12-Volt σε αυτοκίνητα, μοτοσυκλέτες και άλλα οχήματα σε κήπους και περιοχές κατασκευών, για να εξασφαλιστεί αξιόπιστη ετοιμότητα λειτουργίας. xyxy=(823,1029,999,1068)
spec-paragraph: Materiál: Plastové pouzdro s elektronickými komponenty xyxy=(59,1004,201,1020)
spec-paragraph: Dimensione: Tensione di carica: 6 e 12 Volt; Corrente di carica: 2A, 4A o 6,5A; Avvio a bassa tensione 1,5 Volt xyxy=(823,334,996,358)
spec-paragraph: Materijal: Plastično kućište s elektroničkim komponentama xyxy=(250,1330,389,1346)
spec-paragraph: Overensstemmelse: Dette produktet oppfyller EUs forskrift om produktsikkerhet. xyxy=(823,823,987,839)
spec-paragraph: Lagringsinstruksjoner: Etter bruk, koble laderen fra strømmen, rengjør den og oppbevar på et tørt, støvfritt sted ved romtemperatur. Unngå direkte sollys eller fuktighet for å forlenge levetiden. xyxy=(823,790,1001,822)
spec-paragraph: Tamanho: Tensão de carga: 6 e 12 Volts; Corrente de carga: 2A, 4A ou 6,5A; Arranque de baixa tensão de 1,5 Volts xyxy=(1014,334,1186,358)
spec-paragraph: Υλικό: Πλαστικό περίβλημα με ηλεκτρονικά εξαρτήματα xyxy=(823,1011,966,1028)
spec-block-lv xyxy=(632,1303,810,1598)
spec-paragraph: Navodila za shranjevanje: Po uporabi odklopite polnilnik od elektrike, ga očistite in shranite na suhem, brez prahu mestu pri sobni temperaturi. Izogibajte se neposredni sončni izpostavljenosti ali vlagi, da podaljšate življenjsko dobo. xyxy=(250,1131,415,1170)
spec-paragraph: Paredzētā lietošana: Lai drošu un efektīvi uzlādētu 6 un 12 voltu akumulatorus automašīnās, motociklos un citos transportlīdzekļos dārza un būvniecības apgabalos, nodrošinot uzticamu gatavību. xyxy=(632,1355,809,1386)
spec-paragraph: Atbilstība: Šis produkts atbilst ES produktu drošības regulai. xyxy=(632,1505,801,1521)
spec-paragraph: Naleving: Dit product voldoet aan de EU-voorschriften voor productveiligheid. xyxy=(59,845,235,862)
spec-paragraph: Размер: Напрежение за зареждане: 6 и 12 волта; Ток за зареждане: 2A, 4A или 6,5A; Стартиране с ниско напрежение 1,5 волта xyxy=(1014,986,1185,1010)
spec-paragraph: Sikkerhetsinformasjon og advarsler: Bruk laderen kun i tørre omgivelser og unna brannfarlige materialer. Bruk verneutstyr og sørg for at batteriet er korrekt koblet til for å unngå kortslutninger. Ikke berør batteriet under ladeprosessen. Ved overoppheting eller defekter, koble enheten umiddelbart fra strømmen og ikke bruk den videre. Sørg for korrekt spenningsinnstilling for å forhindre skade på batteriet. xyxy=(823,728,1001,789)
spec-paragraph: Materiale: Plastikkabinet med elektroniske komponenter xyxy=(632,685,771,702)
spec-block-heading: (PL) Specyfikacje produktu: xyxy=(1014,651,1116,658)
spec-paragraph: Tárolási utasítások: Használat után kapcsolja le a töltőt a hálózatról, tisztítsa meg és tárolja száraz, pormentes helyen szobahőmérsékleten. Kerülje a közvetlen napfényt vagy nedvességet a élettartam meghosszabbításához. xyxy=(632,1131,799,1170)
product-name-label: Product Name: xyxy=(59,168,194,187)
spec-paragraph: Material: Carcasa de plástico con componentes electrónicos xyxy=(632,359,787,376)
spec-paragraph: Съответствие: Този продукт отговаря на регламента на ЕС за безопасност на продуктите. xyxy=(1014,1208,1185,1225)
spec-block-heading: (NO) Produktspesifikasjoner: xyxy=(823,651,930,658)
spec-paragraph: Bezpečnostné informácie a varovania: Používajte nabíjačku iba v suchom prostredí a ďaleko od horľavých materiálov. Noste ochranný odev a uistite sa, že je batéria správne pripojená, aby ste predišli skratom. Počas nabíjania sa nedotýkajte batérie. V prípade prehriatia alebo porúch okamžite odpojte zariadenie od elektriny a ďalej ho nepoužívajte. Dávajte pozor na správne nastavenie napätia, aby ste zabránili poškodeniu batérie. xyxy=(441,1062,618,1130)
spec-paragraph: Material: Plastično ohišje z elektronskimi komponentami xyxy=(250,1011,383,1028)
spec-block-heading: (ES) Especificaciones del producto: xyxy=(632,325,761,332)
spec-paragraph: Efterlevnad: Denna produkt uppfyller EU:s produktsäkerhetsförordning. xyxy=(441,823,579,839)
spec-block-no xyxy=(823,651,1001,946)
spec-block-heading: (EL) Προδιαγραφές προϊόντος: xyxy=(823,977,935,984)
spec-paragraph: Medžiaga: Plastiko korpusas su elektroniniais komponentais xyxy=(441,1330,588,1346)
spec-paragraph: Laikymo instrukcijos: Po naudojimo atjunkite kroviklį nuo maitinimo, nuvalykite ir laikykite sausoje, be dulkių vietoje kambario temperatūroje. Venkite tiesioginės saulės spindulių ar drėgmės, kad pratęstumėte tarnavimo laiką. xyxy=(441,1457,612,1496)
spec-paragraph: Συμμόρφωση: Αυτό το προϊόν συμμορφώνεται με τον κανονισμό της ΕΕ για την ασφάλεια των προϊόντων. xyxy=(823,1208,997,1225)
spec-paragraph: Informations de sécurité et avertissements: Utilisez le chargeur uniquement dans des environnements secs et éloignés des matériaux inflammables. Portez des vêtements de protection et assurez-vous que la batterie est correctement connectée pour éviter les courts-circuits. Ne touchez pas la batterie pendant le processus de charge. En cas de surchauffe ou de défaut, débranchez immédiatement l'appareil de l'alimentation et ne l'utilisez plus. Veillez au réglage correct de la tension pour éviter d'endommager la batterie. xyxy=(441,417,617,500)
spec-paragraph: Veľkosť: Nabíjacie napätie: 6 a 12 V; Nabíjací prúd: 2A, 4A alebo 6,5A; 1,5 Volt Štart pri nízkom napätí xyxy=(441,986,607,1002)
spec-paragraph: Numatytas naudojimas: Saugiam ir efektyviam 6 ir 12 voltų akumuliatorių įkrovimui automobiliuose, motocikluose ir kituose transporto priemonėse sodo ir statybos srityse, užtikrinant patikimą parengties būklę. xyxy=(441,1348,618,1386)
spec-paragraph: Materiale: Guscio in plastica con componenti elettronici xyxy=(823,359,970,376)
spec-block-heading: (CS) Specifikace produktu: xyxy=(59,977,157,984)
spec-paragraph: Materiale: Plastikkabinett med elektroniske komponenter xyxy=(823,678,964,694)
spec-paragraph: Bezpečnostní informace a varování: Používejte nabíječku pouze v suchých prostředích a daleko od hořlavých materiálů. Noste ochranné oděvy a ujistěte se, že je baterie správně připojena, aby se zabránilo zkratům. Během nabíjení se baterie nedotýkejte. Při přehřátí nebo poruchách zařízení okamžitě odpojte od zdroje napájení a nepoužívejte ho dál. Dbejte na správné nastavení napětí, aby se zabránilo poškození baterie. xyxy=(59,1062,236,1130)
spec-paragraph: Μέγεθος: Τάση φόρτισης: 6 και 12 Volt; Ρεύμα φόρτισης: 2A, 4A ή 6,5A; 1,5 Volt εκκίνηση χαμηλής τάσης xyxy=(823,986,993,1010)
spec-paragraph: Megfelelőség: Ez a termék megfelel az EU termékbiztonsági rendeletének. xyxy=(632,1171,770,1188)
spec-paragraph: Инструкции за съхранение: След употреба изключете зарядното устройство от захранването, почистете го и го съхранявайте на сухо, без прах място при стайна температура. Избягвайте пряка слънчева светлина или влажност, за да удължите живота му. xyxy=(1014,1161,1192,1207)
